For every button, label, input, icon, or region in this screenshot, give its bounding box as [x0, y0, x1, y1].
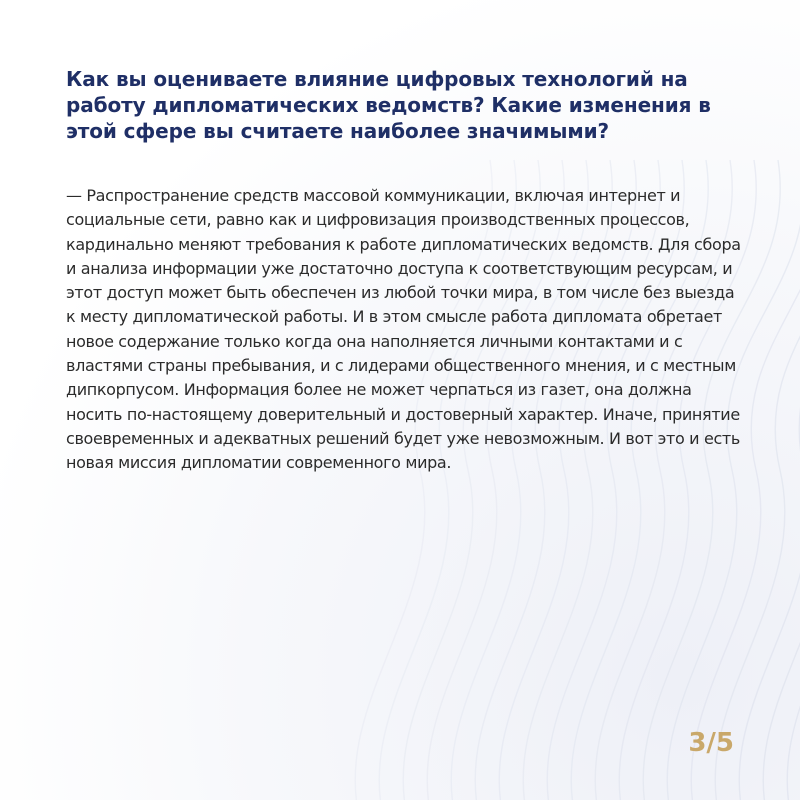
- page-counter: 3/5: [688, 728, 734, 758]
- wave-line: [787, 160, 800, 800]
- question-heading: Как вы оцениваете влияние цифровых технологий на работу дипломатических ведомств? Какие изменения в этой сфере вы считаете наиболее значимыми?: [66, 67, 711, 143]
- slide-content: [66, 66, 746, 476]
- wave-line: [739, 160, 800, 800]
- answer-paragraph: — Распространение средств массовой коммуникации, включая интернет и социальные сети, равно как и цифровизация производственных процессов, кардинально меняют требования к работе дипломатических ведомств. Для сбора и анализа информации уже достаточно доступа к соответствующим ресурсам, и этот доступ может быть обеспечен из любой точки мира, в том числе без выезда к месту дипломатической работы. И в этом смысле работа дипломата обретает новое содержание только когда она наполняется личными контактами и с властями страны пребывания, и с лидерами общественного мнения, и с местным дипкорпусом. Информация более не может черпаться из газет, она должна носить по-настоящему доверительный и достоверный характер. Иначе, принятие своевременных и адекватных решений будет уже невозможным. И вот это и есть новая миссия дипломатии современного мира.: [66, 186, 741, 473]
- wave-line: [763, 160, 800, 800]
